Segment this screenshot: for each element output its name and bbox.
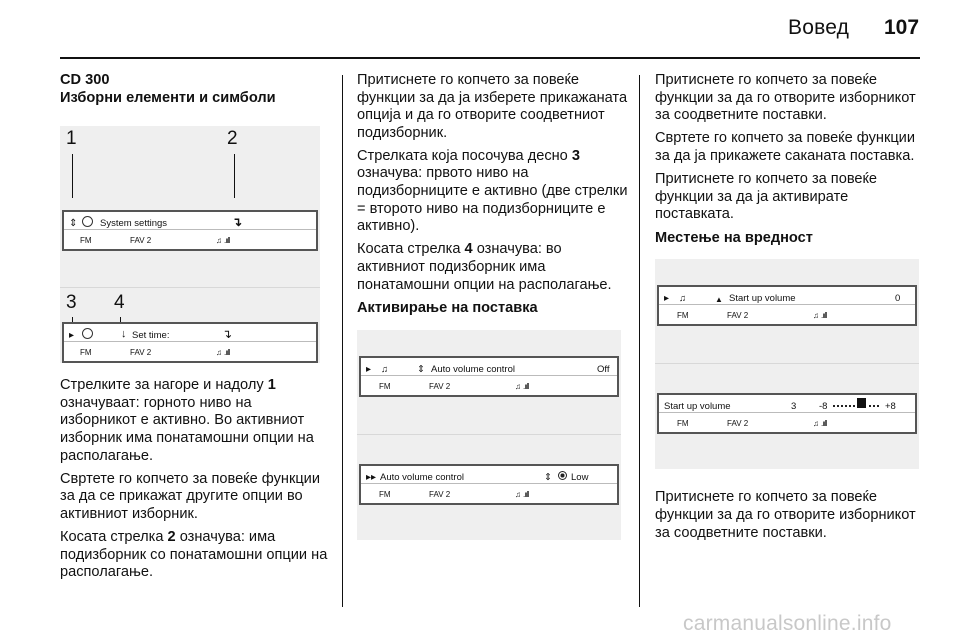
music-note-icon: ♫: [515, 381, 521, 391]
display-menu-text: Set time:: [132, 330, 170, 342]
section-title-cd300: CD 300: [60, 72, 110, 88]
display-favourite: FAV 2: [429, 381, 451, 391]
section-heading-adjust-value: Местење на вредност: [655, 229, 813, 246]
figure-menu-symbols: [60, 126, 320, 363]
display-start-up-volume-slider: [657, 393, 917, 434]
signal-strength-icon: .ııll: [821, 419, 827, 429]
display-band: FM: [80, 348, 92, 358]
up-down-arrow-icon: ⇕: [69, 218, 78, 230]
display-band: FM: [379, 381, 391, 391]
clock-icon: [82, 216, 93, 227]
display-auto-volume-low: [359, 464, 619, 505]
page-section-title: Вовед: [788, 16, 850, 39]
paragraph: Свртете го копчето за повеќе функции за да ја прикажете саканата поставка.: [655, 130, 915, 164]
figure-separator: [357, 434, 621, 435]
callout-1: 1: [66, 128, 77, 150]
clock-icon: [82, 328, 93, 339]
display-band: FM: [677, 311, 689, 321]
right-arrow-icon: ▸: [664, 293, 670, 305]
header-divider: [60, 57, 920, 59]
music-note-icon: ♫: [515, 489, 521, 499]
column-3: [655, 72, 923, 548]
column-divider-2: [639, 75, 640, 607]
music-note-icon: ♫: [216, 236, 222, 246]
signal-strength-icon: .ııll: [224, 348, 230, 358]
display-favourite: FAV 2: [727, 311, 749, 321]
figure-activate-setting: [357, 330, 621, 540]
paragraph: Стрелката која посочува десно 3 означува: првото ниво на подизборниците е активно (две стрелки = второто ниво на подизборниците е активно).: [357, 147, 628, 235]
signal-strength-icon: .ııll: [523, 381, 529, 391]
up-arrow-icon: ▲: [715, 295, 723, 305]
music-note-icon: ♫: [381, 363, 389, 375]
slider-track-left: [833, 405, 855, 407]
display-menu-text: Start up volume: [664, 401, 731, 413]
slider-track-right: [869, 405, 879, 407]
radio-selected-icon: [558, 471, 567, 480]
music-note-icon: ♫: [813, 311, 819, 321]
callout-line-2: [234, 154, 235, 198]
music-note-icon: ♫: [679, 293, 687, 305]
display-auto-volume-off: [359, 356, 619, 397]
signal-strength-icon: .ııll: [821, 311, 827, 321]
display-favourite: FAV 2: [130, 236, 152, 246]
display-menu-text: System settings: [100, 218, 168, 230]
down-arrow-icon: ↓: [121, 328, 127, 341]
signal-strength-icon: .ııll: [523, 489, 529, 499]
slider-thumb: [857, 398, 866, 408]
display-menu-text: Auto volume control: [431, 363, 515, 375]
display-band: FM: [80, 236, 92, 246]
submenu-arrow-icon: ↴: [232, 215, 243, 230]
display-favourite: FAV 2: [727, 419, 749, 429]
column-2: [357, 72, 629, 540]
display-menu-text: Auto volume control: [380, 471, 464, 483]
paragraph: Косата стрелка 4 означува: во активниот подизборник има понатамошни опции на располагање.: [357, 241, 612, 293]
figure-adjust-value: [655, 259, 919, 469]
display-band: FM: [379, 489, 391, 499]
display-value: Low: [571, 471, 589, 483]
right-arrow-icon: ▸: [366, 363, 372, 375]
paragraph: Притиснете го копчето за повеќе функции за да ја активирате поставката.: [655, 170, 878, 223]
paragraph: Стрелките за нагоре и надолу 1 означуваат: горното ниво на изборникот е активно. Во активниот изборник има понатамошни опции на располагање.: [60, 377, 314, 464]
display-menu-text: Start up volume: [729, 293, 796, 305]
callout-3: 3: [66, 292, 77, 314]
display-favourite: FAV 2: [429, 489, 451, 499]
display-band: FM: [677, 419, 689, 429]
callout-2: 2: [227, 128, 238, 150]
callout-line-1: [72, 154, 73, 198]
page-number: 107: [884, 16, 920, 39]
display-favourite: FAV 2: [130, 348, 152, 358]
display-value: Off: [597, 363, 610, 375]
callout-4: 4: [114, 292, 125, 314]
music-note-icon: ♫: [813, 419, 819, 429]
section-heading-activate: Активирање на поставка: [357, 300, 538, 317]
display-value: 0: [895, 293, 901, 305]
display-value: 3: [791, 401, 797, 413]
paragraph: Притиснете го копчето за повеќе функции за да го отворите изборникот за соодветните поставки.: [655, 72, 916, 124]
section-subtitle: Изборни елементи и симболи: [60, 89, 276, 106]
column-divider-1: [342, 75, 343, 607]
display-start-up-volume: [657, 285, 917, 326]
slider-min-label: -8: [819, 401, 828, 413]
right-arrow-icon: ▸: [69, 330, 75, 342]
paragraph: Свртете го копчето за повеќе функции за да се прикажат другите опции во активниот изборник.: [60, 470, 320, 522]
display-set-time: [62, 322, 318, 363]
paragraph: Притиснете го копчето за повеќе функции за да ја изберете прикажаната опција и да го отворите соодветниот подизборник.: [357, 72, 628, 141]
watermark: carmanualsonline.info: [683, 612, 892, 635]
signal-strength-icon: .ııll: [224, 236, 230, 246]
double-right-arrow-icon: ▸▸: [366, 471, 377, 483]
figure-separator: [60, 287, 320, 288]
up-down-arrow-icon: ⇕: [544, 471, 552, 483]
display-system-settings: [62, 210, 318, 251]
paragraph: Косата стрелка 2 означува: има подизборник со понатамошни опции на располагање.: [60, 528, 328, 581]
music-note-icon: ♫: [216, 348, 222, 358]
slider-max-label: +8: [885, 401, 896, 413]
figure-separator: [655, 363, 919, 364]
column-1: [60, 72, 328, 587]
paragraph: Притиснете го копчето за повеќе функции за да го отворите изборникот за соодветните поставки.: [655, 489, 916, 541]
up-down-arrow-icon: ⇕: [417, 363, 425, 375]
submenu-arrow-icon: ↴: [222, 327, 233, 342]
